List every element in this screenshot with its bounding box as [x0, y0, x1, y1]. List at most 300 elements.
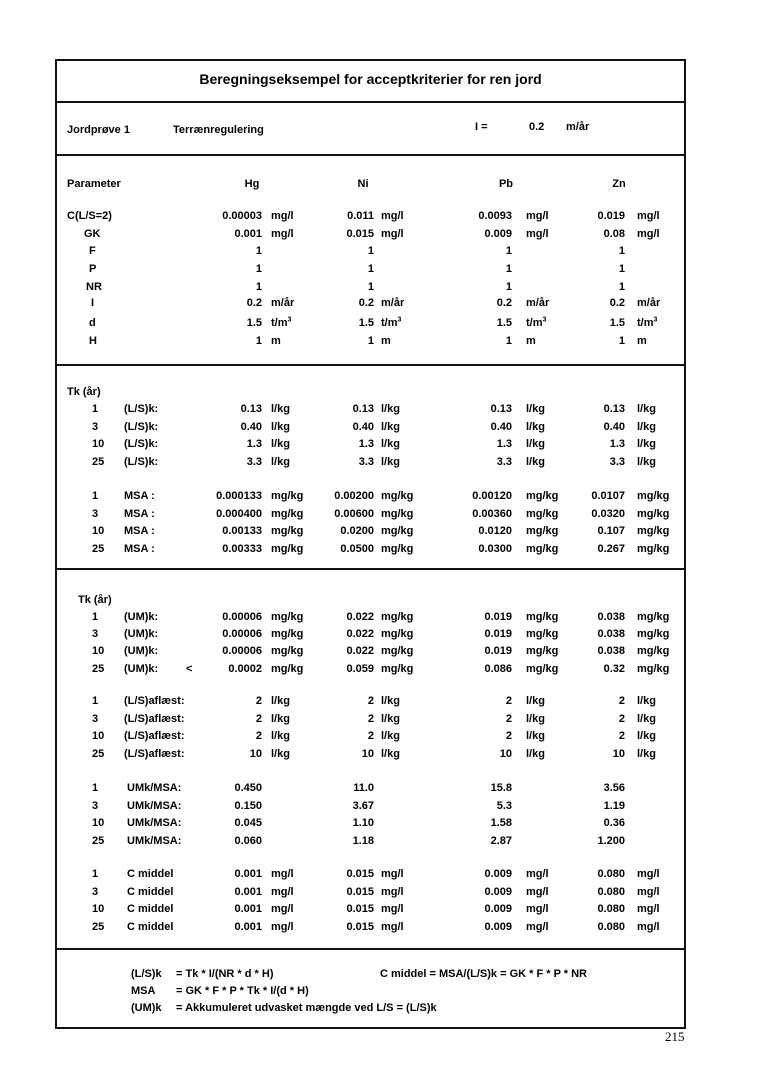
formula-um-rhs: = Akkumuleret udvasket mængde ved L/S = (L/S)k: [176, 1002, 437, 1014]
msa-label: MSA :: [124, 508, 155, 520]
ls-read-label: (L/S)aflæst:: [124, 730, 185, 742]
ls-read-unit: l/kg: [526, 730, 545, 742]
less-than-sign: <: [186, 663, 193, 675]
param-unit: m: [271, 335, 281, 347]
c-middel-unit: mg/l: [381, 886, 404, 898]
param-value: 1: [618, 245, 625, 257]
formula-cmiddel: C middel = MSA/(L/S)k = GK * F * P * NR: [380, 968, 588, 980]
ratio-label: UMk/MSA:: [127, 835, 182, 847]
ls-read-unit: l/kg: [637, 695, 656, 707]
tk-value: 10: [92, 817, 105, 829]
param-value: 1: [367, 263, 374, 275]
c-middel-unit: mg/l: [271, 886, 294, 898]
c-middel-value: 0.080: [597, 886, 625, 898]
um-value: 0.022: [346, 611, 374, 623]
param-value: 1: [505, 245, 512, 257]
param-unit: m/år: [526, 297, 550, 309]
param-unit: $t/m^3$: [381, 316, 402, 329]
c-middel-unit: mg/l: [271, 903, 294, 915]
msa-unit: mg/kg: [637, 543, 670, 555]
ls-read-value: 2: [505, 730, 512, 742]
sample-label: Jordprøve 1: [67, 124, 130, 136]
um-value: 0.019: [484, 611, 512, 623]
ls-value: 1.3: [609, 438, 625, 450]
param-value: 0.011: [347, 210, 374, 222]
param-label: GK: [84, 228, 101, 240]
um-unit: mg/kg: [271, 645, 304, 657]
param-label: F: [89, 245, 96, 257]
param-unit: mg/l: [637, 228, 660, 240]
param-value: 0.0093: [478, 210, 512, 222]
um-value: 0.00006: [222, 611, 262, 623]
tk-value: 3: [92, 628, 99, 640]
um-value: 0.059: [346, 663, 374, 675]
ls-read-unit: l/kg: [526, 748, 545, 760]
ls-read-value: 2: [618, 713, 625, 725]
param-unit: m: [526, 335, 536, 347]
ls-value: 0.40: [603, 421, 625, 433]
c-middel-label: C middel: [127, 903, 174, 915]
ls-unit: l/kg: [381, 438, 400, 450]
ratio-label: UMk/MSA:: [127, 817, 182, 829]
ratio-value: 0.045: [234, 817, 262, 829]
c-middel-value: 0.001: [234, 868, 262, 880]
msa-unit: mg/kg: [381, 490, 414, 502]
ls-label: (L/S)k:: [124, 403, 159, 415]
ls-value: 0.13: [490, 403, 512, 415]
um-value: 0.019: [484, 628, 512, 640]
c-middel-unit: mg/l: [526, 886, 549, 898]
param-value: 0.015: [346, 228, 374, 240]
ls-unit: l/kg: [381, 403, 400, 415]
tk-value: 10: [92, 438, 105, 450]
c-middel-label: C middel: [127, 921, 174, 933]
msa-label: MSA :: [124, 525, 155, 537]
msa-value: 0.0200: [340, 525, 374, 537]
ratio-value: 1.10: [352, 817, 374, 829]
param-label: P: [89, 263, 97, 275]
param-unit: $t/m^3$: [526, 316, 547, 329]
tk-value: 3: [92, 886, 99, 898]
param-value: 1: [505, 281, 512, 293]
ls-value: 0.40: [240, 421, 262, 433]
metal-heading-hg: Hg: [244, 178, 260, 190]
param-value: 1: [367, 335, 374, 347]
msa-value: 0.107: [597, 525, 625, 537]
tk-value: 1: [92, 868, 99, 880]
param-unit: mg/l: [271, 228, 294, 240]
msa-value: 0.000133: [216, 490, 262, 502]
msa-value: 0.00360: [472, 508, 512, 520]
ratio-label: UMk/MSA:: [127, 782, 182, 794]
infiltration-label: I =: [475, 121, 488, 133]
um-unit: mg/kg: [526, 611, 559, 623]
msa-unit: mg/kg: [381, 543, 414, 555]
ls-read-unit: l/kg: [637, 713, 656, 725]
param-value: 1: [618, 263, 625, 275]
param-value: 1: [367, 245, 374, 257]
results-divider: [55, 948, 686, 950]
um-label: (UM)k:: [124, 663, 159, 675]
param-value: 0.001: [234, 228, 262, 240]
um-value: 0.00006: [222, 628, 262, 640]
ls-unit: l/kg: [271, 421, 290, 433]
formula-um-lhs: (UM)k: [131, 1002, 162, 1014]
tk-value: 25: [92, 543, 105, 555]
um-value: 0.019: [484, 645, 512, 657]
ls-msa-divider: [55, 568, 686, 570]
formula-ls-lhs: (L/S)k: [131, 968, 162, 980]
param-unit: m: [381, 335, 391, 347]
ls-read-value: 10: [249, 748, 262, 760]
title-divider: [55, 101, 686, 103]
c-middel-value: 0.001: [234, 921, 262, 933]
um-unit: mg/kg: [381, 663, 414, 675]
msa-unit: mg/kg: [271, 543, 304, 555]
msa-unit: mg/kg: [526, 525, 559, 537]
tk-value: 3: [92, 800, 99, 812]
msa-label: MSA :: [124, 543, 155, 555]
c-middel-unit: mg/l: [381, 868, 404, 880]
ratio-value: 3.56: [603, 782, 625, 794]
um-value: 0.038: [597, 628, 625, 640]
tk-value: 25: [92, 663, 105, 675]
param-value: 0.08: [603, 228, 625, 240]
c-middel-value: 0.009: [484, 903, 512, 915]
param-unit: mg/l: [381, 228, 404, 240]
msa-unit: mg/kg: [637, 490, 670, 502]
um-value: 0.022: [346, 645, 374, 657]
infiltration-unit: m/år: [566, 121, 590, 133]
param-value: 0.2: [358, 297, 374, 309]
um-value: 0.038: [597, 645, 625, 657]
c-middel-unit: mg/l: [381, 903, 404, 915]
ratio-value: 0.36: [603, 817, 625, 829]
c-middel-unit: mg/l: [637, 886, 660, 898]
msa-value: 0.000400: [216, 508, 262, 520]
um-value: 0.086: [484, 663, 512, 675]
tk-value: 10: [92, 730, 105, 742]
c-middel-unit: mg/l: [526, 903, 549, 915]
um-value: 0.022: [346, 628, 374, 640]
ls-read-unit: l/kg: [381, 748, 400, 760]
ratio-value: 3.67: [352, 800, 374, 812]
param-value: 1: [618, 335, 625, 347]
um-unit: mg/kg: [526, 628, 559, 640]
param-value: 1.5: [496, 317, 512, 329]
tk-heading-1: Tk (år): [67, 386, 101, 398]
ratio-value: 1.200: [597, 835, 625, 847]
ls-value: 3.3: [609, 456, 625, 468]
ls-value: 1.3: [246, 438, 262, 450]
tk-value: 1: [92, 490, 99, 502]
ls-value: 3.3: [246, 456, 262, 468]
ls-unit: l/kg: [381, 456, 400, 468]
um-unit: mg/kg: [381, 645, 414, 657]
ls-unit: l/kg: [637, 438, 656, 450]
use-label: Terrænregulering: [173, 124, 264, 136]
c-middel-value: 0.015: [346, 921, 374, 933]
c-middel-value: 0.015: [346, 868, 374, 880]
ls-unit: l/kg: [271, 456, 290, 468]
ls-read-unit: l/kg: [271, 730, 290, 742]
param-value: 0.019: [597, 210, 625, 222]
ls-value: 0.13: [603, 403, 625, 415]
ls-read-value: 10: [499, 748, 512, 760]
ls-unit: l/kg: [526, 438, 545, 450]
c-middel-value: 0.001: [234, 886, 262, 898]
msa-value: 0.0120: [478, 525, 512, 537]
tk-heading-2: Tk (år): [78, 594, 112, 606]
tk-value: 1: [92, 695, 99, 707]
param-unit: m: [637, 335, 647, 347]
param-value: 1: [255, 281, 262, 293]
formula-msa-rhs: = GK * F * P * Tk * I/(d * H): [176, 985, 309, 997]
msa-value: 0.0300: [478, 543, 512, 555]
ls-read-value: 2: [618, 730, 625, 742]
param-value: 0.009: [484, 228, 512, 240]
msa-value: 0.267: [597, 543, 625, 555]
um-label: (UM)k:: [124, 645, 159, 657]
c-middel-unit: mg/l: [637, 921, 660, 933]
ls-read-unit: l/kg: [526, 695, 545, 707]
um-unit: mg/kg: [526, 663, 559, 675]
c-middel-value: 0.080: [597, 868, 625, 880]
ls-unit: l/kg: [637, 403, 656, 415]
param-label: C(L/S=2): [67, 210, 112, 222]
param-label: d: [89, 317, 96, 329]
ls-read-value: 2: [367, 713, 374, 725]
param-label: I: [91, 297, 95, 309]
infiltration-value: 0.2: [529, 121, 545, 133]
ls-unit: l/kg: [526, 403, 545, 415]
tk-value: 10: [92, 645, 105, 657]
ls-unit: l/kg: [526, 456, 545, 468]
msa-value: 0.00133: [222, 525, 262, 537]
param-label: H: [89, 335, 97, 347]
ratio-value: 0.060: [234, 835, 262, 847]
msa-value: 0.00200: [334, 490, 374, 502]
msa-value: 0.00600: [334, 508, 374, 520]
um-label: (UM)k:: [124, 611, 159, 623]
msa-unit: mg/kg: [526, 508, 559, 520]
param-value: 1: [505, 335, 512, 347]
param-value: 1.5: [358, 317, 374, 329]
param-unit: m/år: [271, 297, 295, 309]
msa-value: 0.00333: [222, 543, 262, 555]
ls-read-unit: l/kg: [381, 713, 400, 725]
um-unit: mg/kg: [526, 645, 559, 657]
metal-heading-pb: Pb: [498, 178, 514, 190]
um-value: 0.32: [603, 663, 625, 675]
ratio-value: 11.0: [353, 782, 374, 794]
c-middel-value: 0.009: [484, 886, 512, 898]
um-value: 0.038: [597, 611, 625, 623]
msa-value: 0.0500: [340, 543, 374, 555]
c-middel-unit: mg/l: [271, 921, 294, 933]
ls-value: 3.3: [496, 456, 512, 468]
param-value: 1: [367, 281, 374, 293]
metal-heading-zn: Zn: [612, 178, 626, 190]
msa-unit: mg/kg: [381, 508, 414, 520]
msa-unit: mg/kg: [526, 543, 559, 555]
param-unit: mg/l: [381, 210, 404, 222]
tk-value: 10: [92, 903, 105, 915]
um-unit: mg/kg: [271, 663, 304, 675]
param-value: 1.5: [609, 317, 625, 329]
tk-value: 3: [92, 421, 99, 433]
tk-value: 25: [92, 921, 105, 933]
tk-value: 10: [92, 525, 105, 537]
msa-unit: mg/kg: [271, 525, 304, 537]
ls-read-value: 2: [255, 730, 262, 742]
msa-unit: mg/kg: [526, 490, 559, 502]
tk-value: 1: [92, 403, 99, 415]
ls-read-unit: l/kg: [526, 713, 545, 725]
param-value: 1.5: [246, 317, 262, 329]
ls-read-unit: l/kg: [381, 730, 400, 742]
ls-label: (L/S)k:: [124, 456, 159, 468]
ls-label: (L/S)k:: [124, 421, 159, 433]
ls-value: 0.13: [352, 403, 374, 415]
msa-unit: mg/kg: [637, 525, 670, 537]
param-value: 0.2: [609, 297, 625, 309]
param-value: 0.2: [496, 297, 512, 309]
param-value: 0.00003: [222, 210, 262, 222]
param-unit: mg/l: [526, 228, 549, 240]
um-unit: mg/kg: [381, 611, 414, 623]
ratio-value: 0.150: [234, 800, 262, 812]
ls-unit: l/kg: [637, 421, 656, 433]
um-unit: mg/kg: [271, 628, 304, 640]
msa-value: 0.00120: [472, 490, 512, 502]
ls-unit: l/kg: [637, 456, 656, 468]
c-middel-value: 0.001: [234, 903, 262, 915]
param-value: 1: [618, 281, 625, 293]
parameter-heading: Parameter: [67, 178, 121, 190]
msa-label: MSA :: [124, 490, 155, 502]
msa-unit: mg/kg: [271, 508, 304, 520]
c-middel-unit: mg/l: [526, 868, 549, 880]
ls-read-value: 2: [255, 713, 262, 725]
ls-read-label: (L/S)aflæst:: [124, 695, 185, 707]
msa-unit: mg/kg: [637, 508, 670, 520]
param-value: 1: [255, 245, 262, 257]
c-middel-value: 0.015: [346, 903, 374, 915]
ls-read-unit: l/kg: [381, 695, 400, 707]
ratio-value: 2.87: [490, 835, 512, 847]
ls-unit: l/kg: [271, 438, 290, 450]
ls-unit: l/kg: [526, 421, 545, 433]
param-unit: $t/m^3$: [637, 316, 658, 329]
um-unit: mg/kg: [381, 628, 414, 640]
c-middel-unit: mg/l: [637, 903, 660, 915]
ls-read-value: 2: [505, 713, 512, 725]
tk-value: 3: [92, 713, 99, 725]
c-middel-unit: mg/l: [381, 921, 404, 933]
ls-read-value: 10: [361, 748, 374, 760]
ls-read-unit: l/kg: [271, 713, 290, 725]
tk-value: 3: [92, 508, 99, 520]
ls-read-unit: l/kg: [637, 748, 656, 760]
msa-unit: mg/kg: [271, 490, 304, 502]
ls-value: 0.13: [240, 403, 262, 415]
formula-msa-lhs: MSA: [131, 985, 156, 997]
ls-unit: l/kg: [271, 403, 290, 415]
ls-read-value: 2: [367, 730, 374, 742]
um-label: (UM)k:: [124, 628, 159, 640]
ls-read-label: (L/S)aflæst:: [124, 748, 185, 760]
um-unit: mg/kg: [271, 611, 304, 623]
msa-unit: mg/kg: [381, 525, 414, 537]
param-unit: m/år: [637, 297, 661, 309]
ls-read-value: 2: [505, 695, 512, 707]
um-unit: mg/kg: [637, 663, 670, 675]
c-middel-unit: mg/l: [271, 868, 294, 880]
c-middel-value: 0.015: [346, 886, 374, 898]
ratio-value: 1.58: [490, 817, 512, 829]
c-middel-label: C middel: [127, 868, 174, 880]
tk-value: 25: [92, 456, 105, 468]
ls-read-unit: l/kg: [271, 695, 290, 707]
um-value: 0.00006: [222, 645, 262, 657]
ls-read-value: 2: [367, 695, 374, 707]
msa-value: 0.0320: [591, 508, 625, 520]
param-unit: mg/l: [637, 210, 660, 222]
tk-value: 1: [92, 611, 99, 623]
formula-ls-rhs: = Tk * I/(NR * d * H): [176, 968, 274, 980]
header-divider: [55, 154, 686, 156]
ratio-value: 0.450: [234, 782, 262, 794]
param-unit: m/år: [381, 297, 405, 309]
ls-read-unit: l/kg: [271, 748, 290, 760]
ls-read-unit: l/kg: [637, 730, 656, 742]
ls-value: 1.3: [496, 438, 512, 450]
c-middel-value: 0.009: [484, 921, 512, 933]
param-value: 1: [255, 335, 262, 347]
param-value: 1: [255, 263, 262, 275]
c-middel-unit: mg/l: [637, 868, 660, 880]
page-number: 215: [665, 1029, 685, 1044]
ls-read-value: 2: [618, 695, 625, 707]
msa-value: 0.0107: [591, 490, 625, 502]
ls-unit: l/kg: [381, 421, 400, 433]
tk-value: 25: [92, 835, 105, 847]
ls-read-label: (L/S)aflæst:: [124, 713, 185, 725]
param-unit: mg/l: [271, 210, 294, 222]
ls-read-value: 2: [255, 695, 262, 707]
ls-value: 3.3: [358, 456, 374, 468]
param-value: 1: [505, 263, 512, 275]
c-middel-value: 0.080: [597, 921, 625, 933]
um-unit: mg/kg: [637, 628, 670, 640]
um-value: 0.0002: [228, 663, 262, 675]
param-unit: mg/l: [526, 210, 549, 222]
page-title: Beregningseksempel for acceptkriterier for ren jord: [199, 71, 542, 87]
metal-heading-ni: Ni: [357, 178, 369, 190]
ls-value: 1.3: [358, 438, 374, 450]
ratio-value: 1.18: [352, 835, 374, 847]
um-unit: mg/kg: [637, 645, 670, 657]
um-unit: mg/kg: [637, 611, 670, 623]
ratio-value: 5.3: [496, 800, 512, 812]
ratio-value: 1.19: [603, 800, 625, 812]
c-middel-label: C middel: [127, 886, 174, 898]
ls-read-value: 10: [612, 748, 625, 760]
params-divider: [55, 364, 686, 366]
tk-value: 1: [92, 782, 99, 794]
c-middel-value: 0.080: [597, 903, 625, 915]
